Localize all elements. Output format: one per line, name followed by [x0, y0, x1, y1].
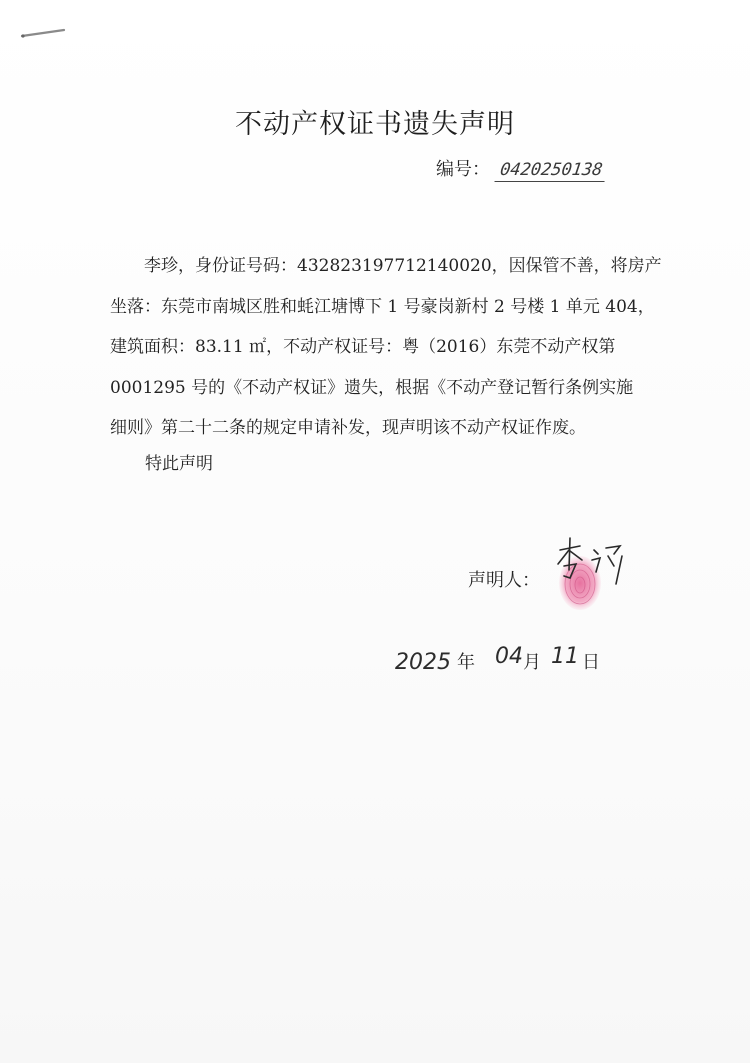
date-day: 11	[551, 644, 579, 669]
declaration-date	[395, 642, 635, 682]
statement-line: 0001295 号的《不动产权证》遗失，根据《不动产登记暂行条例实施	[110, 377, 634, 398]
serial-number	[436, 155, 606, 182]
date-year: 2025	[395, 650, 451, 675]
date-year-unit: 年	[457, 652, 475, 673]
statement-line: 坐落：东莞市南城区胜和蚝江塘博下 1 号豪岗新村 2 号楼 1 单元 404，	[110, 296, 655, 317]
statement-body	[110, 246, 662, 449]
date-month: 04	[495, 644, 523, 669]
serial-value: 0420250138	[494, 160, 607, 182]
document-title: 不动产权证书遗失声明	[235, 109, 515, 140]
serial-label: 编号：	[436, 159, 490, 180]
statement-line: 李珍，身份证号码：432823197712140020，因保管不善，将房产	[144, 256, 662, 276]
date-month-unit: 月	[523, 652, 541, 673]
staple-mark	[20, 28, 66, 38]
statement-line: 细则》第二十二条的规定申请补发，现声明该不动产权证作废。	[110, 418, 586, 438]
signature-with-fingerprint	[540, 528, 635, 618]
closing-statement: 特此声明	[145, 454, 213, 474]
declarant-label: 声明人：	[468, 570, 540, 591]
date-day-unit: 日	[582, 652, 600, 673]
statement-line: 建筑面积：83.11 ㎡，不动产权证号：粤（2016）东莞不动产权第	[110, 337, 616, 357]
